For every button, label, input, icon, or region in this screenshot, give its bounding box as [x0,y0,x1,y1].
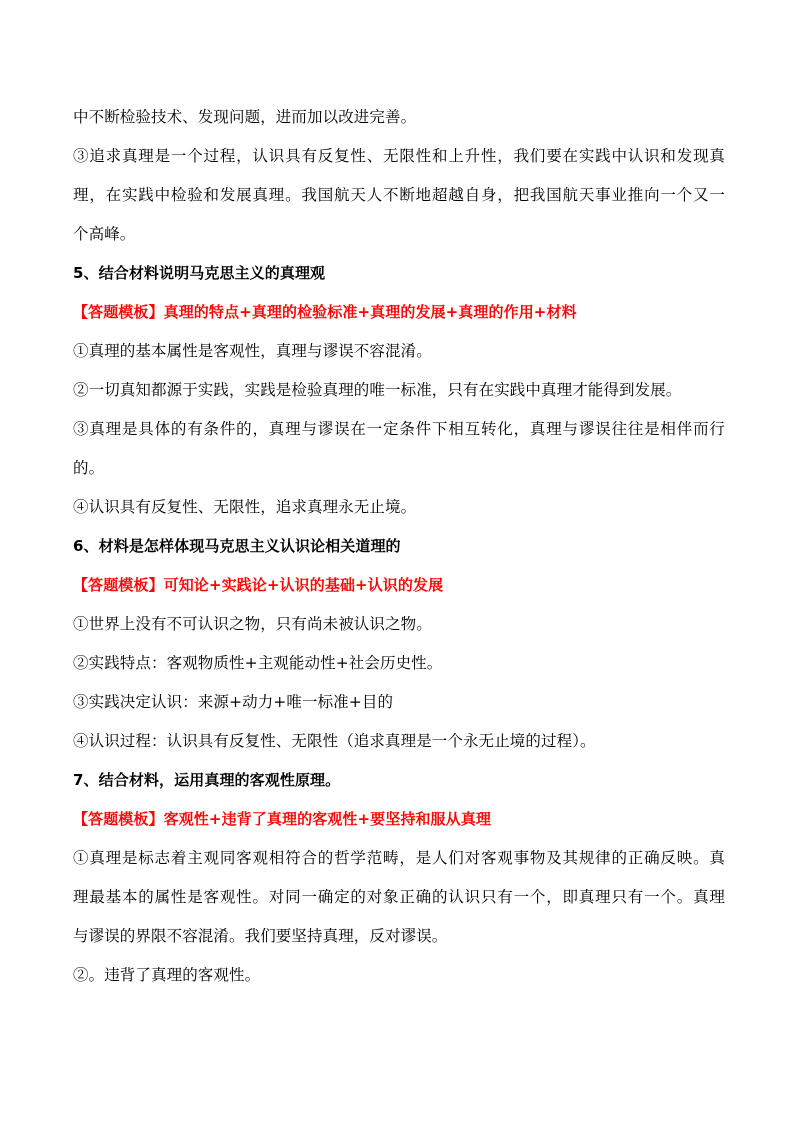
paragraph [73,410,725,488]
paragraph-line: ①世界上没有不可认识之物，只有尚未被认识之物。 [73,615,432,633]
answer-template-line: 【答题模板】可知论+实践论+认识的基础+认识的发展 [73,576,444,594]
paragraph [73,644,725,683]
paragraph [73,839,725,956]
answer-template-line: 【答题模板】客观性+违背了真理的客观性+要坚持和服从真理 [73,810,491,828]
paragraph-line: ②实践特点：客观物质性+主观能动性+社会历史性。 [73,654,443,672]
paragraph-line: ①真理的基本属性是客观性，真理与谬误不容混淆。 [73,342,432,360]
paragraph-line: 与谬误的界限不容混淆。我们要坚持真理，反对谬误。 [73,927,448,945]
paragraph-line: ④认识过程：认识具有反复性、无限性（追求真理是一个永无止境的过程）。 [73,732,596,750]
paragraph-line: 理，在实践中检验和发展真理。我国航天人不断地超越自身，把我国航天事业推向一个又一 [73,186,725,204]
paragraph [73,371,725,410]
paragraph-line: ②。违背了真理的客观性。 [73,966,261,984]
paragraph-line: 中不断检验技术、发现问题，进而加以改进完善。 [73,108,417,126]
paragraph-line: ③真理是具体的有条件的，真理与谬误在一定条件下相互转化，真理与谬误往往是相伴而行 [73,420,725,438]
paragraph-line: ③追求真理是一个过程，认识具有反复性、无限性和上升性，我们要在实践中认识和发现真 [73,147,725,165]
paragraph [73,683,725,722]
paragraph [73,98,725,137]
answer-template-line: 【答题模板】真理的特点+真理的检验标准+真理的发展+真理的作用+材料 [73,303,577,321]
paragraph-line: ②一切真知都源于实践，实践是检验真理的唯一标准，只有在实践中真理才能得到发展。 [73,381,682,399]
paragraph [73,488,725,527]
section-heading: 5、结合材料说明马克思主义的真理观 [73,264,326,282]
paragraph-line: 个高峰。 [73,225,136,243]
paragraph-line: 理最基本的属性是客观性。对同一确定的对象正确的认识只有一个，即真理只有一个。真理 [73,888,725,906]
section-heading: 6、材料是怎样体现马克思主义认识论相关道理的 [73,537,401,555]
section-heading: 7、结合材料，运用真理的客观性原理。 [73,771,341,789]
document-page [73,98,725,995]
paragraph [73,332,725,371]
paragraph [73,137,725,254]
paragraph-line: ①真理是标志着主观同客观相符合的哲学范畴，是人们对客观事物及其规律的正确反映。真 [73,849,725,867]
paragraph-line: ③实践决定认识：来源+动力+唯一标准+目的 [73,693,394,711]
paragraph-line: ④认识具有反复性、无限性，追求真理永无止境。 [73,498,417,516]
paragraph [73,956,725,995]
paragraph-line: 的。 [73,459,105,477]
paragraph [73,605,725,644]
paragraph [73,722,725,761]
